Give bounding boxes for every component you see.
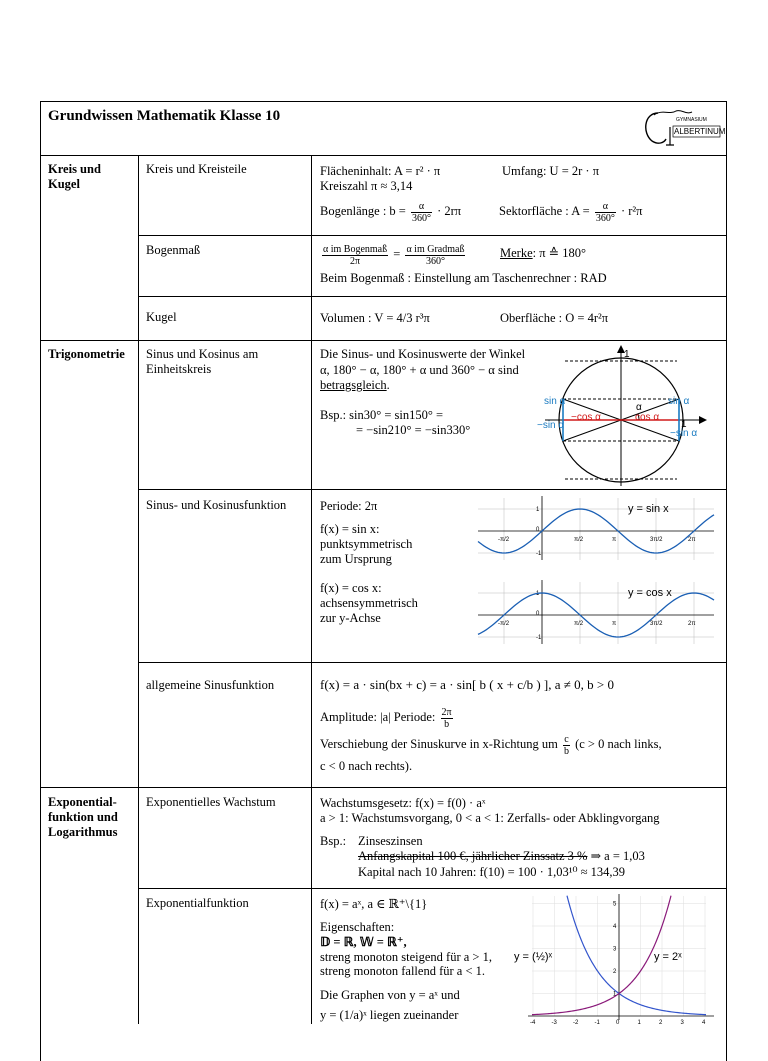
topic-kugel: Kugel	[146, 310, 177, 324]
bsp-line-1: Zinseszinsen	[358, 834, 423, 848]
label-alpha: α	[636, 402, 642, 413]
bogen-fraction	[411, 201, 432, 224]
monoton-steigend: streng monoton steigend für a > 1,	[320, 950, 492, 964]
x-tick-label: -3	[551, 1020, 557, 1026]
category-kreis: Kreis und Kugel	[48, 162, 101, 191]
allgemeine-formula: f(x) = a · sin(bx + c) = a · sin[ b ( x + c/b ) ], a ≠ 0, b > 0	[320, 677, 614, 692]
school-logo	[640, 107, 726, 149]
sektor-fraction	[595, 201, 616, 224]
bsp-line-3: Kapital nach 10 Jahren: f(10) = 100 · 1,03¹⁰ ≈ 134,39	[358, 865, 626, 879]
label-neg-sin-left: −sin α	[537, 420, 565, 431]
tick-label: 3π/2	[650, 537, 663, 543]
einheitskreis-text-1: Die Sinus- und Kosinuswerte der Winkel	[320, 347, 526, 361]
bm-fraction-1	[322, 244, 388, 267]
tick-label: 2π	[688, 621, 696, 627]
einheitskreis-text-2: α, 180° − α, 180° + α und 360° − α sind	[320, 363, 519, 377]
sine-graph	[478, 494, 714, 564]
bsp-label: Bsp.:	[320, 834, 347, 848]
periode-den: b	[444, 718, 450, 730]
verschiebung-den: b	[563, 745, 569, 757]
periode-fraction	[441, 707, 453, 730]
amplitude-text: Amplitude: |a| Periode:	[320, 710, 436, 724]
topic-exponentialfunktion: Exponentialfunktion	[146, 896, 249, 910]
einheitskreis-text-3	[320, 378, 390, 393]
cos-prop-3: zur y-Achse	[320, 611, 381, 625]
y-tick-label: 4	[613, 924, 617, 930]
label-one-top: 1	[624, 349, 630, 360]
bogenlaenge-formula	[320, 197, 461, 225]
period: .	[386, 378, 390, 392]
y-tick-label: 0	[536, 611, 540, 617]
x-tick-label: -4	[530, 1020, 536, 1026]
topic-sinusfunktion: Sinus- und Kosinusfunktion	[146, 498, 287, 512]
bogen-pre: Bogenlänge : b =	[320, 204, 406, 218]
tick-label: π/2	[574, 621, 584, 627]
bsp-line-2	[358, 849, 645, 864]
topic-kreisteile: Kreis und Kreisteile	[146, 162, 247, 176]
tick-label: -π/2	[498, 537, 510, 543]
logo-top-text: GYMNASIUM	[676, 117, 707, 123]
einheitskreis-bsp-2: = −sin210° = −sin330°	[356, 423, 471, 437]
eigenschaften: Eigenschaften:	[320, 920, 395, 934]
topic-einheitskreis-2: Einheitskreis	[146, 362, 212, 376]
y-tick-label: -1	[536, 551, 542, 557]
betragsgleich: betragsgleich	[320, 378, 387, 392]
bm-eq: =	[393, 247, 401, 261]
periode: Periode: 2π	[320, 499, 378, 513]
page-title: Grundwissen Mathematik Klasse 10	[48, 108, 281, 124]
sin-prop-2: punktsymmetrisch	[320, 537, 413, 551]
bm-num-2: α im Gradmaß	[406, 243, 465, 255]
bogen-post: · 2rπ	[437, 204, 462, 218]
sin-prop-3: zum Ursprung	[320, 552, 392, 566]
expo-def: f(x) = aˣ, a ∈ ℝ⁺\{1}	[320, 897, 428, 911]
umfang-formula: Umfang: U = 2r · π	[502, 164, 600, 178]
x-tick-label: 1	[637, 1020, 641, 1026]
curve-half-pow	[567, 896, 706, 1015]
bsp-line-2b: ⇒ a = 1,03	[590, 849, 645, 863]
graph-label: y = cos x	[628, 587, 672, 599]
label-cos: cos α	[635, 412, 660, 423]
verschiebung-line	[320, 730, 662, 758]
label-neg-sin-right: −sin α	[670, 428, 698, 439]
topic-einheitskreis-1: Sinus und Kosinus am	[146, 347, 259, 361]
volumen-formula: Volumen : V = 4/3 r³π	[320, 311, 430, 325]
tick-label: π/2	[574, 537, 584, 543]
sektor-post: · r²π	[620, 204, 643, 218]
sektorflaeche-formula	[499, 197, 642, 225]
graphen-line-1: Die Graphen von y = aˣ und	[320, 988, 460, 1002]
verschiebung-num: c	[564, 733, 569, 745]
verschiebung-text-3: c < 0 nach rechts).	[320, 759, 413, 773]
cos-prop-2: achsensymmetrisch	[320, 596, 418, 610]
tick-label: 2π	[688, 537, 696, 543]
monoton-fallend: streng monoton fallend für a < 1.	[320, 964, 485, 978]
curve-two-pow	[532, 896, 671, 1015]
amplitude-line	[320, 703, 455, 731]
divider	[40, 155, 727, 156]
bogenmass-note: Beim Bogenmaß : Einstellung am Taschenrechner : RAD	[320, 271, 607, 285]
graph-label-half: y = (½)ˣ	[514, 951, 553, 963]
sektor-den: 360°	[595, 212, 615, 224]
einheitskreis-bsp-1: Bsp.: sin30° = sin150° =	[320, 408, 444, 422]
bm-fraction-2	[405, 244, 465, 267]
flaeche-formula: Flächeninhalt: A = r² · π	[320, 164, 441, 178]
verschiebung-fraction	[563, 734, 570, 757]
cosine-graph	[478, 578, 714, 648]
cos-prop-1: f(x) = cos x:	[320, 581, 382, 595]
bm-num-1: α im Bogenmaß	[323, 243, 388, 255]
unit-circle-diagram	[535, 343, 720, 487]
graph-label-two: y = 2ˣ	[654, 951, 682, 963]
graphen-line-2: y = (1/a)ˣ liegen zueinander	[320, 1008, 459, 1022]
divider	[138, 489, 727, 490]
bm-den-1: 2π	[350, 255, 361, 267]
divider	[40, 787, 727, 788]
x-tick-label: 3	[680, 1020, 684, 1026]
merke-line	[500, 246, 586, 261]
kreiszahl: Kreiszahl π ≈ 3,14	[320, 179, 413, 193]
bogen-den: 360°	[411, 212, 431, 224]
merke-text: : π ≙ 180°	[532, 246, 587, 260]
divider	[138, 888, 727, 889]
bogen-num: α	[411, 201, 432, 213]
divider	[138, 662, 727, 663]
label-neg-cos: −cos α	[571, 412, 601, 423]
divider	[138, 235, 727, 236]
bm-den-2: 360°	[425, 255, 445, 267]
y-tick-label: 2	[613, 969, 617, 975]
x-tick-label: -2	[573, 1020, 579, 1026]
y-tick-label: 5	[613, 901, 617, 908]
y-tick-label: 0	[536, 527, 540, 533]
topic-wachstum: Exponentielles Wachstum	[146, 795, 276, 809]
tick-label: π	[612, 537, 617, 543]
y-tick-label: -1	[536, 635, 542, 641]
arrow-right-icon	[699, 416, 707, 424]
exponential-graph	[514, 892, 718, 1026]
graph-label: y = sin x	[628, 503, 669, 515]
y-tick-label: 1	[613, 991, 617, 998]
tick-label: π	[612, 621, 617, 627]
periode-num: 2π	[441, 706, 452, 718]
category-expo-1: Exponential-	[48, 795, 117, 809]
bsp-line-2a: Anfangskapital 100 €, jährlicher Zinssatz 3 %	[358, 849, 588, 863]
tick-label: -π/2	[498, 621, 510, 627]
category-expo-2: funktion und	[48, 810, 118, 824]
x-tick-label: -1	[594, 1020, 600, 1026]
x-tick-label: 2	[659, 1020, 663, 1026]
definition-wertemenge: 𝔻 = ℝ, 𝕎 = ℝ⁺,	[320, 935, 407, 949]
logo-main-text: ALBERTINUM	[674, 127, 726, 136]
merke-label: Merke	[500, 246, 533, 260]
sektor-num: α	[595, 201, 616, 213]
topic-bogenmass: Bogenmaß	[146, 243, 201, 257]
verschiebung-text: Verschiebung der Sinuskurve in x-Richtung um	[320, 737, 558, 751]
label-sin-right: sin α	[668, 396, 690, 407]
sektor-pre: Sektorfläche : A =	[499, 204, 590, 218]
y-tick-label: 3	[613, 946, 617, 953]
y-tick-label: 1	[536, 507, 540, 513]
category-expo-3: Logarithmus	[48, 825, 118, 839]
oberflaeche-formula: Oberfläche : O = 4r²π	[500, 311, 609, 325]
divider	[311, 155, 312, 1024]
label-one-right: 1	[681, 419, 687, 430]
divider	[138, 155, 139, 1024]
y-tick-label: 1	[536, 591, 540, 597]
wachstum-cases: a > 1: Wachstumsvorgang, 0 < a < 1: Zerfalls- oder Abklingvorgang	[320, 811, 660, 825]
x-tick-label: 4	[702, 1020, 706, 1026]
bogenmass-formula	[320, 240, 467, 268]
topic-allgemein: allgemeine Sinusfunktion	[146, 678, 275, 692]
verschiebung-text-2: (c > 0 nach links,	[575, 737, 662, 751]
divider	[138, 296, 727, 297]
tick-label: 3π/2	[650, 621, 663, 627]
label-sin-left: sin α	[544, 396, 566, 407]
x-tick-label: 0	[616, 1020, 620, 1026]
category-trigonometrie: Trigonometrie	[48, 347, 125, 361]
wachstumsgesetz: Wachstumsgesetz: f(x) = f(0) · aˣ	[320, 796, 486, 810]
sin-prop-1: f(x) = sin x:	[320, 522, 380, 536]
divider	[40, 340, 727, 341]
